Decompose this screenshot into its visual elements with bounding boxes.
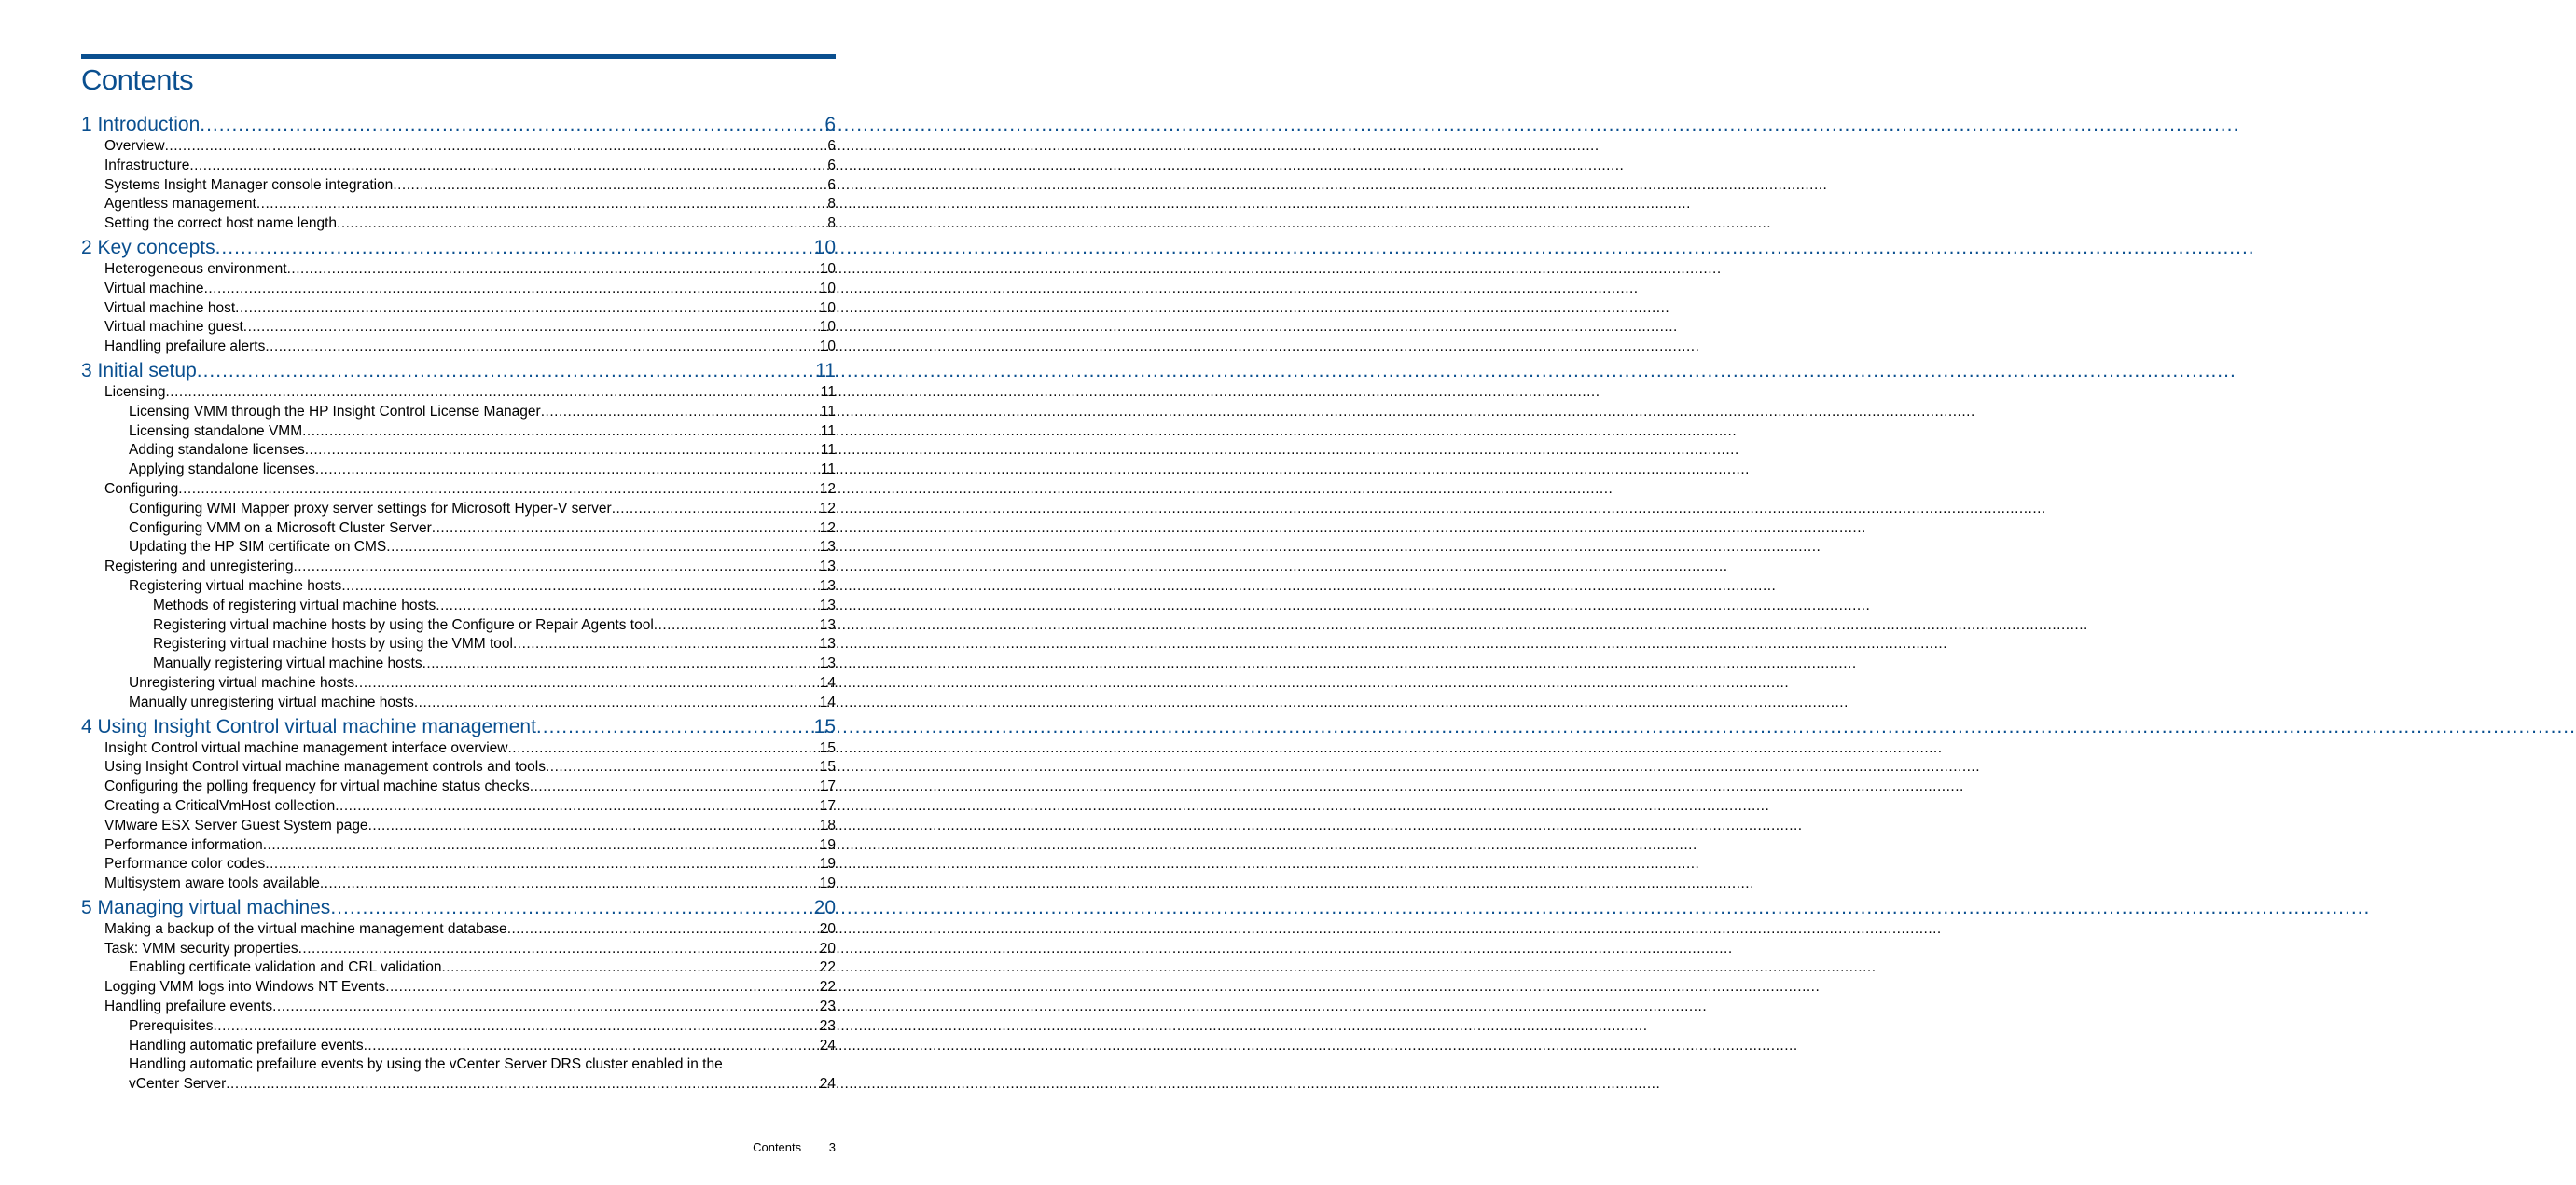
toc-page-number: 10 — [819, 319, 836, 336]
toc-page-number: 24 — [819, 1076, 836, 1093]
toc-entry-title: Logging VMM logs into Windows NT Events — [104, 979, 386, 996]
toc-page-number: 17 — [819, 797, 836, 814]
footer-page-number: 3 — [828, 1140, 836, 1154]
toc-entry-title: Multisystem aware tools available — [104, 875, 320, 892]
toc-dot-leader — [256, 195, 828, 214]
toc-dot-leader — [541, 403, 821, 422]
toc-page-number: 10 — [819, 280, 836, 296]
toc-entry-title: Registering virtual machine hosts by using the Configure or Repair Agents tool — [153, 616, 654, 633]
toc-entry[interactable] — [81, 422, 836, 442]
footer-label: Contents — [753, 1140, 802, 1154]
toc-entry[interactable] — [81, 674, 836, 694]
toc-page-number: 24 — [819, 1037, 836, 1054]
toc-entry-title: Adding standalone licenses — [129, 442, 305, 459]
toc-chapter[interactable] — [81, 896, 836, 920]
toc-dot-leader — [226, 1075, 820, 1095]
toc-entry-title: Using Insight Control virtual machine management controls and tools — [104, 759, 546, 776]
toc-entry-title: Insight Control virtual machine management interface overview — [104, 739, 508, 756]
toc-entry[interactable] — [81, 403, 836, 422]
toc-entry-title: Virtual machine guest — [104, 319, 243, 336]
toc-page-number: 15 — [819, 739, 836, 756]
toc-entry[interactable] — [81, 577, 836, 597]
toc-dot-leader — [298, 940, 820, 959]
toc-dot-leader — [197, 359, 815, 383]
toc-entry[interactable] — [81, 441, 836, 461]
toc-entry-title: Heterogeneous environment — [104, 260, 287, 277]
toc-entry[interactable] — [81, 855, 836, 875]
toc-entry-title: 3 Initial setup — [81, 359, 197, 381]
toc-entry[interactable] — [81, 739, 836, 759]
toc-entry[interactable] — [81, 137, 836, 157]
toc-page-number: 22 — [819, 979, 836, 996]
toc-entry-title: Infrastructure — [104, 157, 190, 173]
toc-entry[interactable] — [81, 817, 836, 836]
toc-entry[interactable] — [81, 176, 836, 196]
toc-entry-title: 1 Introduction — [81, 114, 201, 135]
toc-chapter[interactable] — [81, 236, 836, 260]
toc-page-number: 11 — [815, 359, 836, 381]
toc-entry[interactable] — [81, 480, 836, 500]
toc-chapter[interactable] — [81, 359, 836, 383]
toc-entry[interactable] — [81, 616, 836, 636]
toc-dot-leader — [235, 299, 820, 319]
toc-entry-title: Handling automatic prefailure events — [129, 1037, 364, 1054]
toc-page-number: 23 — [819, 999, 836, 1015]
toc-entry-title: 5 Managing virtual machines — [81, 896, 331, 918]
toc-entry-title: vCenter Server — [129, 1076, 227, 1093]
toc-dot-leader — [302, 422, 821, 442]
toc-entry-title: Performance color codes — [104, 856, 266, 873]
toc-page-number: 19 — [819, 856, 836, 873]
toc-entry-title: Licensing — [104, 383, 166, 400]
toc-page-number: 10 — [819, 338, 836, 355]
toc-entry-title: VMware ESX Server Guest System page — [104, 817, 368, 834]
toc-entry-title: 2 Key concepts — [81, 236, 215, 258]
toc-entry[interactable] — [81, 461, 836, 480]
table-of-contents — [81, 113, 836, 1095]
toc-dot-leader — [364, 1037, 820, 1056]
toc-dot-leader — [441, 958, 819, 978]
toc-entry[interactable] — [81, 836, 836, 856]
toc-page-number: 11 — [820, 422, 836, 439]
toc-page-number: 13 — [819, 597, 836, 613]
toc-entry-title: Configuring WMI Mapper proxy server settings for Microsoft Hyper-V server — [129, 500, 612, 517]
toc-page-number: 8 — [827, 196, 836, 213]
toc-entry-title: 4 Using Insight Control virtual machine management — [81, 715, 536, 737]
toc-entry[interactable] — [81, 280, 836, 299]
toc-dot-leader — [536, 715, 814, 739]
toc-page-number: 12 — [819, 500, 836, 517]
page-title: Contents — [81, 63, 194, 96]
toc-page-number: 12 — [819, 519, 836, 536]
toc-entry-title: Unregistering virtual machine hosts — [129, 674, 355, 691]
toc-page-number: 11 — [820, 403, 836, 420]
toc-entry-title: Virtual machine — [104, 280, 204, 296]
toc-dot-leader — [507, 920, 820, 940]
toc-entry-title: Configuring — [104, 480, 179, 497]
toc-entry-title: Setting the correct host name length — [104, 215, 338, 232]
toc-page-number: 10 — [819, 299, 836, 316]
toc-entry[interactable] — [81, 978, 836, 998]
toc-page-number: 10 — [813, 236, 836, 258]
toc-dot-leader — [189, 157, 827, 176]
toc-entry-first-line[interactable]: Handling automatic prefailure events by using the vCenter Server DRS cluster enabled in the — [129, 1056, 723, 1073]
toc-entry[interactable] — [81, 1037, 836, 1056]
toc-dot-leader — [320, 875, 820, 894]
toc-page-number: 10 — [819, 260, 836, 277]
toc-entry[interactable] — [81, 538, 836, 558]
toc-dot-leader — [513, 635, 820, 655]
toc-entry-title: Systems Insight Manager console integration — [104, 176, 394, 193]
toc-dot-leader — [166, 383, 821, 403]
toc-page-number: 18 — [819, 817, 836, 834]
toc-dot-leader — [330, 896, 813, 920]
toc-dot-leader — [335, 797, 820, 817]
toc-dot-leader — [385, 978, 820, 998]
toc-entry-title: Handling prefailure alerts — [104, 338, 266, 355]
toc-dot-leader — [178, 480, 819, 500]
toc-entry[interactable] — [81, 778, 836, 797]
toc-dot-leader — [422, 655, 820, 674]
toc-entry[interactable] — [81, 260, 836, 280]
toc-entry[interactable] — [81, 1017, 836, 1037]
toc-page-number: 14 — [819, 694, 836, 710]
toc-entry[interactable] — [81, 758, 836, 778]
toc-entry-title: Agentless management — [104, 196, 256, 213]
toc-page-number: 17 — [819, 779, 836, 795]
top-rule — [81, 54, 836, 59]
toc-page-number: 13 — [819, 655, 836, 672]
toc-page-number: 13 — [819, 558, 836, 575]
toc-dot-leader — [612, 500, 820, 519]
toc-dot-leader — [337, 214, 827, 234]
toc-dot-leader — [432, 519, 820, 539]
toc-page-number: 19 — [819, 875, 836, 892]
toc-page-number: 20 — [819, 920, 836, 937]
toc-page-number: 13 — [819, 577, 836, 594]
toc-dot-leader — [265, 338, 819, 357]
toc-page-number: 6 — [827, 138, 836, 154]
toc-page-number: 11 — [820, 442, 836, 459]
toc-dot-leader — [393, 176, 827, 196]
toc-entry-title: Methods of registering virtual machine hosts — [153, 597, 436, 613]
toc-page-number: 11 — [820, 462, 836, 478]
toc-entry-title: Creating a CriticalVmHost collection — [104, 797, 336, 814]
toc-entry-title: Configuring the polling frequency for virtual machine status checks — [104, 779, 530, 795]
toc-entry[interactable] — [81, 920, 836, 940]
toc-dot-leader — [386, 538, 819, 558]
toc-entry-title: Registering and unregistering — [104, 558, 294, 575]
toc-dot-leader — [546, 758, 820, 778]
toc-page-number: 8 — [827, 215, 836, 232]
toc-dot-leader — [204, 280, 820, 299]
toc-entry[interactable] — [81, 558, 836, 577]
toc-entry[interactable] — [81, 998, 836, 1017]
page-footer — [753, 1140, 836, 1154]
toc-entry-title: Configuring VMM on a Microsoft Cluster Server — [129, 519, 432, 536]
toc-entry-title: Updating the HP SIM certificate on CMS — [129, 539, 387, 556]
toc-entry[interactable] — [81, 195, 836, 214]
toc-dot-leader — [200, 113, 824, 137]
toc-dot-leader — [213, 1017, 819, 1037]
toc-entry[interactable] — [81, 875, 836, 894]
toc-entry[interactable] — [81, 597, 836, 616]
toc-entry-title: Licensing VMM through the HP Insight Control License Manager — [129, 403, 541, 420]
toc-dot-leader — [530, 778, 820, 797]
toc-entry[interactable] — [81, 157, 836, 176]
toc-entry[interactable] — [81, 338, 836, 357]
toc-page-number: 13 — [819, 636, 836, 653]
toc-entry-title: Overview — [104, 138, 165, 154]
toc-entry[interactable] — [81, 519, 836, 539]
toc-entry[interactable] — [81, 318, 836, 338]
toc-chapter[interactable] — [81, 715, 836, 739]
toc-dot-leader — [215, 236, 814, 260]
toc-entry-title: Registering virtual machine hosts by using the VMM tool — [153, 636, 513, 653]
toc-entry[interactable] — [81, 299, 836, 319]
toc-entry-title: Manually registering virtual machine hosts — [153, 655, 422, 672]
toc-entry[interactable] — [81, 500, 836, 519]
toc-page-number: 13 — [819, 616, 836, 633]
toc-page-number: 15 — [813, 715, 836, 737]
toc-entry[interactable] — [81, 655, 836, 674]
toc-entry[interactable] — [81, 214, 836, 234]
toc-page-number: 23 — [819, 1017, 836, 1034]
toc-entry[interactable] — [81, 694, 836, 713]
toc-dot-leader — [272, 998, 820, 1017]
toc-entry-title: Making a backup of the virtual machine management database — [104, 920, 507, 937]
toc-dot-leader — [293, 558, 819, 577]
toc-dot-leader — [354, 674, 820, 694]
toc-page-number: 6 — [827, 176, 836, 193]
toc-page-number: 6 — [827, 157, 836, 173]
toc-dot-leader — [368, 817, 820, 836]
toc-entry-title: Enabling certificate validation and CRL validation — [129, 959, 442, 976]
toc-entry-title: Prerequisites — [129, 1017, 214, 1034]
toc-dot-leader — [265, 855, 819, 875]
toc-entry-title: Manually unregistering virtual machine hosts — [129, 694, 414, 710]
toc-page-number: 6 — [824, 114, 836, 135]
toc-page-number: 22 — [819, 959, 836, 976]
toc-dot-leader — [165, 137, 828, 157]
toc-entry[interactable] — [81, 797, 836, 817]
toc-chapter[interactable] — [81, 113, 836, 137]
toc-entry-title: Registering virtual machine hosts — [129, 577, 342, 594]
toc-dot-leader — [654, 616, 820, 636]
toc-dot-leader — [287, 260, 820, 280]
toc-dot-leader — [243, 318, 820, 338]
toc-entry-title: Virtual machine host — [104, 299, 236, 316]
toc-page-number: 11 — [820, 383, 836, 400]
toc-dot-leader — [341, 577, 819, 597]
toc-page-number: 20 — [813, 896, 836, 918]
toc-page-number: 12 — [819, 480, 836, 497]
toc-dot-leader — [263, 836, 820, 856]
toc-dot-leader — [508, 739, 820, 759]
toc-page-number: 20 — [819, 940, 836, 957]
toc-entry[interactable] — [81, 383, 836, 403]
toc-dot-leader — [315, 461, 821, 480]
toc-entry[interactable] — [81, 940, 836, 959]
toc-entry[interactable] — [81, 635, 836, 655]
toc-entry-title: Performance information — [104, 836, 263, 853]
toc-dot-leader — [436, 597, 819, 616]
toc-page-number: 13 — [819, 539, 836, 556]
toc-entry[interactable] — [81, 958, 836, 978]
toc-page-number: 19 — [819, 836, 836, 853]
toc-entry-title: Handling prefailure events — [104, 999, 273, 1015]
toc-page-number: 15 — [819, 759, 836, 776]
toc-dot-leader — [305, 441, 821, 461]
toc-entry-title: Task: VMM security properties — [104, 940, 298, 957]
toc-entry-title: Applying standalone licenses — [129, 462, 315, 478]
toc-page-number: 14 — [819, 674, 836, 691]
toc-dot-leader — [414, 694, 820, 713]
toc-entry[interactable] — [81, 1075, 836, 1095]
toc-entry-title: Licensing standalone VMM — [129, 422, 303, 439]
